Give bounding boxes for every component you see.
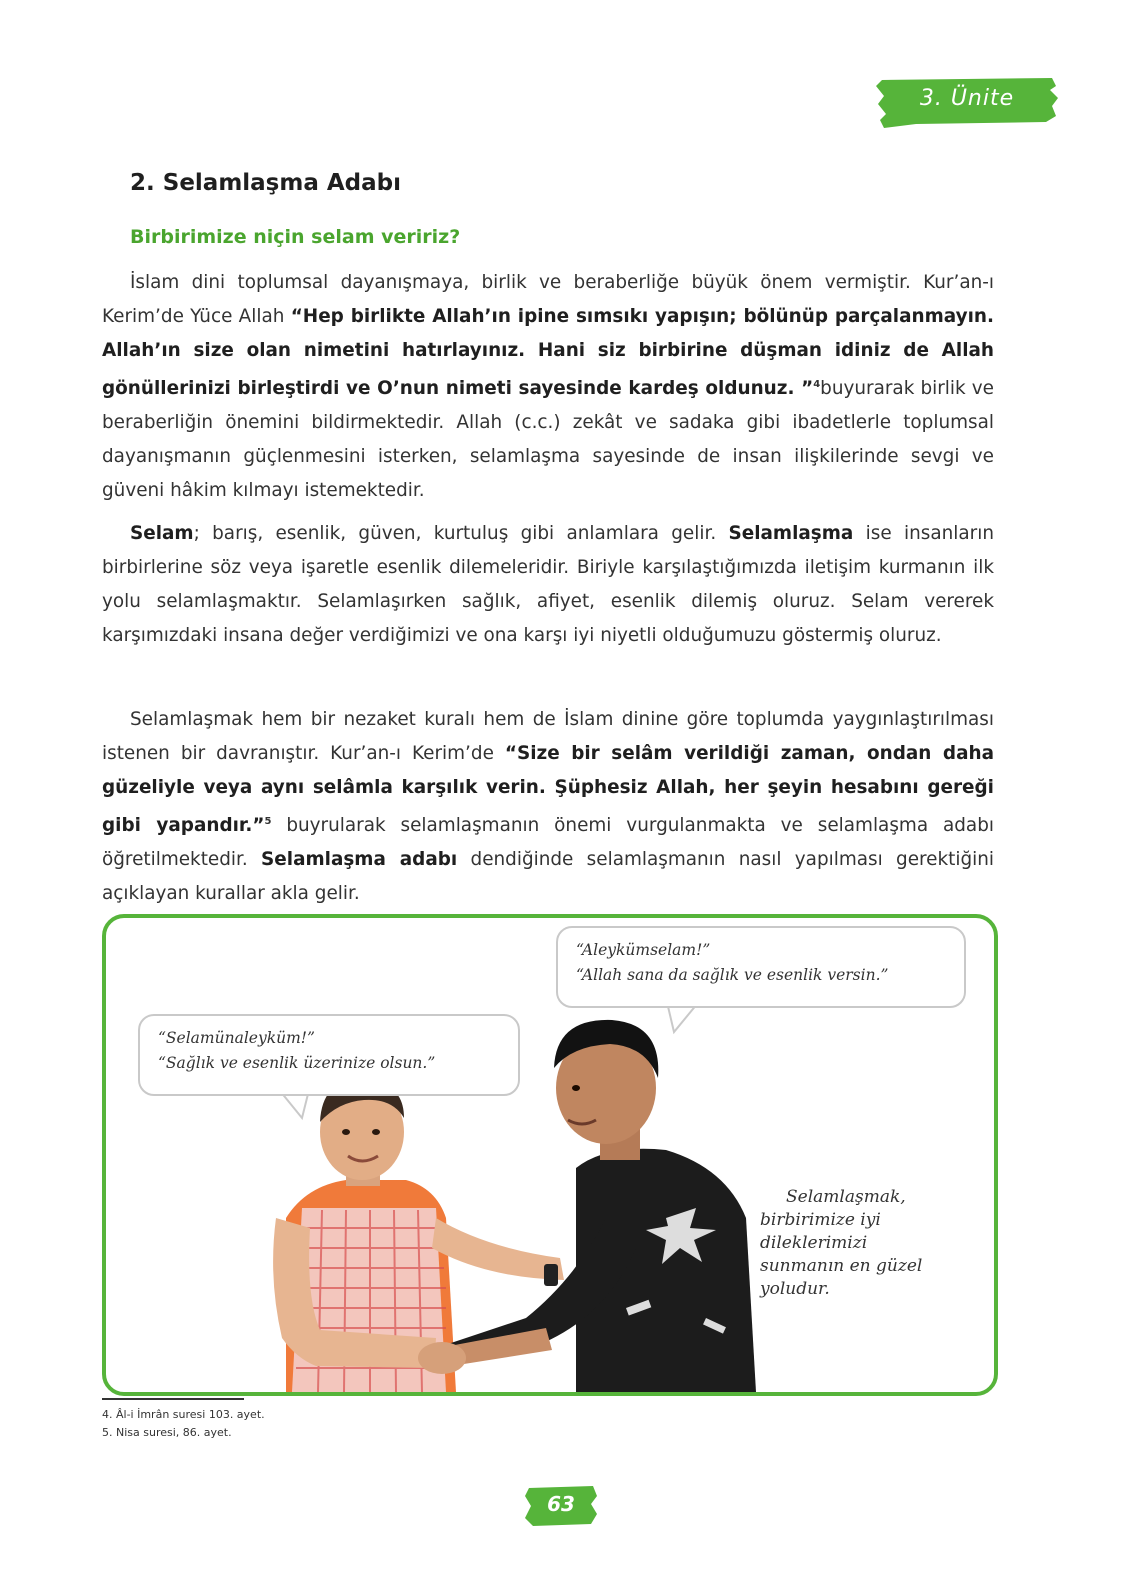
unit-label: 3. Ünite <box>919 86 1015 111</box>
speech-bubble-greeting <box>138 1014 520 1096</box>
page-number-badge <box>525 1484 597 1528</box>
term-selamlasma-adabi: Selamlaşma adabı <box>261 849 458 871</box>
paragraph-3-text-c: dendiğinde selamlaşmanın nasıl yapılması gerektiğini açıklayan kurallar akla gelir. <box>102 849 995 905</box>
paragraph-2 <box>102 517 994 653</box>
greeting-line-1: “Selamünaleyküm!” <box>158 1029 315 1047</box>
section-subtitle: Birbirimize niçin selam veririz? <box>130 226 461 248</box>
footnote-divider <box>102 1398 244 1400</box>
paragraph-1-quote: “Hep birlikte Allah’ın ipine sımsıkı yapışın; bölünüp parçalanmayın. Allah’ın size olan nimetini hatırlayınız. Hani siz birbirine düşman idiniz de Allah gönüllerinizi birleştirdi ve O’nun nimeti sayesinde kardeş oldunuz. ” <box>102 306 994 400</box>
paragraph-1-text-b: buyurarak birlik ve beraberliğin önemini bildirmektedir. Allah (c.c.) zekât ve sadaka gibi ibadetlerle toplumsal dayanışmanın güçlenmesini isterken, selamlaşma sayesinde de insan ilişkilerinde sevgi ve güveni hâkim kılmayı istemektedir. <box>102 378 994 502</box>
illustration-caption: Selamlaşmak, birbirimize iyi dileklerimizi sunmanın en güzel yoludur. <box>760 1187 923 1299</box>
paragraph-3-text-a: Selamlaşmak hem bir nezaket kuralı hem de İslam dinine göre toplumda yaygınlaştırılması istenen bir davranıştır. Kur’an-ı Kerim’de <box>102 709 994 764</box>
paragraph-3-text-b: buyrularak selamlaşmanın önemi vurgulanmakta ve selamlaşma adabı öğretilmektedir. <box>102 815 994 871</box>
footnote-ref-5: 5 <box>264 816 272 827</box>
paragraph-2-text-a: ; barış, esenlik, güven, kurtuluş gibi anlamlara gelir. <box>193 523 729 544</box>
term-selamlasma: Selamlaşma <box>728 523 854 544</box>
footnotes <box>102 1406 265 1442</box>
speech-bubble-reply <box>556 926 966 1008</box>
reply-line-2: “Allah sana da sağlık ve esenlik versin.” <box>576 966 889 984</box>
paragraph-1-text-a: İslam dini toplumsal dayanışmaya, birlik ve beraberliğe büyük önem vermiştir. Kur’an-ı Kerim’de Yüce Allah <box>102 272 994 327</box>
paragraph-3-quote: “Size bir selâm verildiği zaman, ondan daha güzeliyle veya aynı selâmla karşılık verin. Şüphesiz Allah, her şeyin hesabını gereği gibi yapandır.” <box>102 743 995 837</box>
illustration-frame <box>102 914 998 1396</box>
paragraph-1 <box>102 266 994 508</box>
paragraph-3 <box>102 703 994 911</box>
unit-tag <box>876 76 1058 130</box>
paragraph-2-text-b: ise insanların birbirlerine söz veya işaretle esenlik dilemeleridir. Biriyle karşılaştığımızda iletişim kurmanın ilk yolu selamlaşmaktır. Selamlaşırken sağlık, afiyet, esenlik dilemiş oluruz. Selam vererek karşımızdaki insana değer verdiğimizi ve ona karşı iyi niyetli olduğumuzu göstermiş oluruz. <box>102 523 994 646</box>
page-number: 63 <box>547 1492 575 1516</box>
section-title: 2. Selamlaşma Adabı <box>130 170 402 196</box>
term-selam: Selam <box>130 523 194 544</box>
reply-line-1: “Aleykümselam!” <box>576 941 711 959</box>
footnote-5: 5. Nisa suresi, 86. ayet. <box>102 1426 232 1439</box>
greeting-line-2: “Sağlık ve esenlik üzerinize olsun.” <box>158 1054 436 1072</box>
footnote-4: 4. Âl-i İmrân suresi 103. ayet. <box>102 1408 265 1421</box>
footnote-ref-4: 4 <box>813 379 821 390</box>
